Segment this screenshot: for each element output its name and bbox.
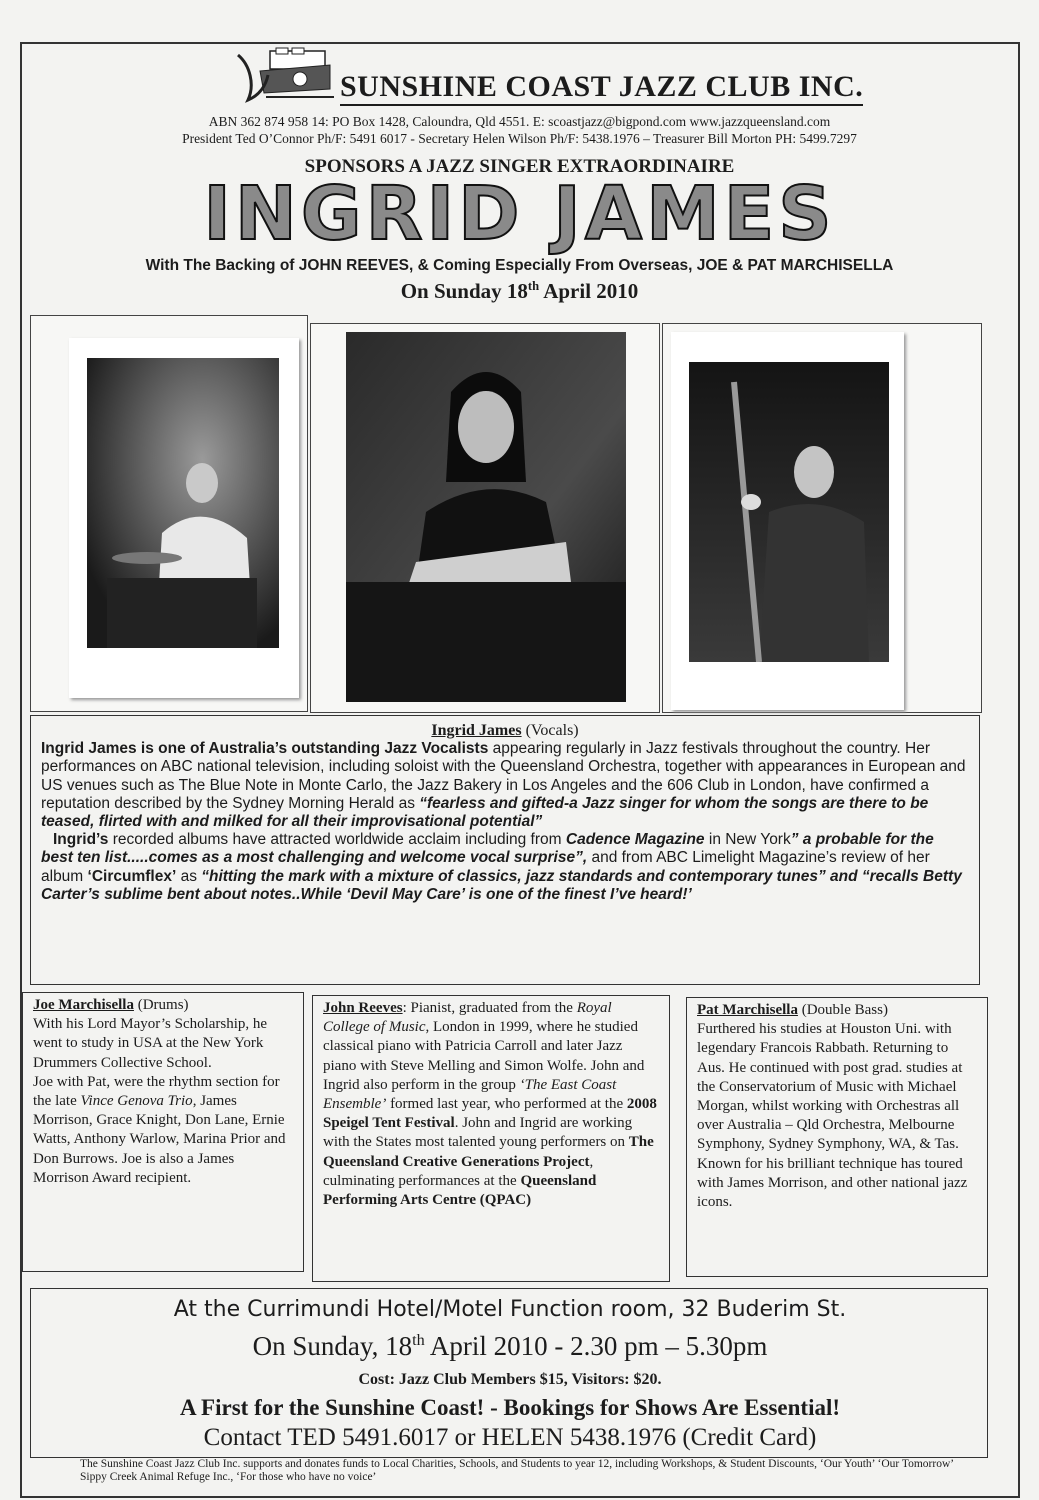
bio-john-name: John Reeves [323, 1000, 403, 1016]
photo-frame-center [310, 323, 660, 713]
contact-line-2: President Ted O’Connor Ph/F: 5491 6017 - Secretary Helen Wilson Ph/F: 5438.1976 – Treasurer Bill Morton PH: 5499.7297 [182, 131, 857, 146]
bio-ingrid-paragraph-2 [41, 831, 969, 904]
photo-frame-left [30, 315, 308, 712]
bio-pat [686, 997, 988, 1277]
bio-john-text4: . John and Ingrid are working with the States most talented young performers on [323, 1115, 633, 1151]
backing-line: With The Backing of JOHN REEVES, & Coming Especially From Overseas, JOE & PAT MARCHISELLA [145, 257, 894, 274]
event-venue: At the Currimundi Hotel/Motel Function room, 32 Buderim St. [173, 1297, 847, 1322]
bio-ingrid-p2-cadence: Cadence Magazine [565, 831, 705, 849]
bio-ingrid-p1-bold: Ingrid James is one of Australia’s outstanding Jazz Vocalists [41, 740, 489, 758]
bio-joe-text-2b: , James Morrison, Grace Knight, Don Lane, Ernie Watts, Anthony Warlow, Marina Prior and Don Burrows. Joe is also a James Morrison Award recipient. [33, 1093, 286, 1186]
bio-joe-title [33, 996, 293, 1015]
bio-john-text5: , culminating performances at the [323, 1153, 594, 1189]
date-prefix: On Sunday 18 [400, 279, 528, 303]
event-when-prefix: On Sunday, 18 [252, 1331, 413, 1361]
bio-john-bold2: The Queensland Creative Generations Project [323, 1134, 654, 1170]
bio-ingrid-p2-quote1: ” a probable for the best ten list.....comes as a most challenging and welcome vocal surprise”, [41, 831, 934, 867]
event-contact: Contact TED 5491.6017 or HELEN 5438.1976 (Credit Card) [203, 1424, 817, 1451]
bio-john-bold3: Queensland Performing Arts Centre (QPAC) [323, 1172, 597, 1209]
photo-frame-right [662, 323, 982, 713]
bio-pat-text: Furthered his studies at Houston Uni. with legendary Francois Rabbath. Returning to Aus. He continued with post grad. studies at the Conservatorium of Music with Michael Morgan, whilst working with Orchestras all over Australia – Qld Orchestra, Melbourne Symphony, Sydney Symphony, WA, & Tas. Known for his brilliant technique has toured with James Morrison, and other national jazz icons. [697, 1021, 968, 1211]
bio-ingrid-p2-album: ‘Circumflex’ [87, 867, 177, 885]
event-when-suffix: April 2010 - 2.30 pm – 5.30pm [424, 1331, 768, 1361]
bio-john-text3: formed last year, who performed at the [386, 1096, 627, 1113]
event-when-sup: th [412, 1331, 425, 1349]
bio-ingrid-p2-text4: as [176, 867, 202, 885]
bio-ingrid-p1-quote: “fearless and gifted-a Jazz singer for whom the songs are there to be teased, flirted with and milked for all their improvisational potential” [41, 794, 929, 831]
date-suffix: April 2010 [539, 279, 639, 303]
footer-note: The Sunshine Coast Jazz Club Inc. supports and donates funds to Local Charities, Schools, and Students to year 12, including Workshops, & Student Discounts, ‘Our Youth’ ‘Our Tomorrow’ Sippy Creek Animal Refuge Inc., ‘For those who have no voice’ [80, 1458, 954, 1483]
bio-john-italic1: Royal College of Music [323, 1000, 612, 1036]
bio-pat-role: (Double Bass) [797, 1002, 888, 1018]
bio-john-text1: : Pianist, graduated from the [402, 1000, 577, 1016]
photo-card-left [69, 338, 299, 698]
bio-ingrid-p2-bold: Ingrid’s [53, 831, 109, 849]
sponsors-line: SPONSORS A JAZZ SINGER EXTRAORDINAIRE [304, 156, 735, 177]
date-line [0, 279, 1039, 304]
event-first: A First for the Sunshine Coast! - Bookings for Shows Are Essential! [179, 1395, 841, 1420]
event-when [31, 1331, 989, 1362]
bio-john-text [323, 999, 659, 1210]
bio-joe-text-2a: Joe with Pat, were the rhythm section for the late [33, 1073, 280, 1110]
bio-joe-role: (Drums) [133, 997, 189, 1013]
bio-ingrid-name: Ingrid James [431, 722, 522, 739]
event-details [30, 1288, 988, 1458]
bio-john-bold1: 2008 Speigel Tent Festival [323, 1096, 657, 1132]
drummer-photo [87, 358, 279, 648]
ingrid-photo [346, 332, 626, 702]
bio-ingrid-p2-text2: in New York [704, 831, 791, 849]
club-name: SUNSHINE COAST JAZZ CLUB INC. [340, 72, 863, 106]
bio-ingrid [30, 715, 980, 985]
bio-ingrid-p1-text: appearing regularly in Jazz festivals throughout the country. Her performances on ABC national television, including soloist with the Queensland Orchestra, together with appearances in European and US venues such as The Blue Note in Monte Carlo, the Jazz Bakery in Los Angeles and the 606 Club in London, have confirmed a reputation described by the Sydney Morning Herald as [41, 740, 966, 812]
bio-pat-title [697, 1001, 977, 1020]
bio-ingrid-p2-text3: and from ABC Limelight Magazine’s review of her album [41, 849, 930, 885]
bio-ingrid-paragraph-1 [41, 740, 969, 831]
bio-joe-text-2 [33, 1073, 293, 1188]
jazz-logo-icon [230, 45, 340, 105]
date-sup: th [527, 279, 540, 293]
bio-joe [22, 992, 304, 1272]
bio-joe-text-2-italic: Vince Genova Trio [80, 1093, 193, 1110]
bio-pat-name: Pat Marchisella [697, 1002, 798, 1018]
bio-john-italic2: ‘The East Coast Ensemble’ [323, 1076, 617, 1113]
bassist-photo [689, 362, 889, 662]
contact-line-1: ABN 362 874 958 14: PO Box 1428, Caloundra, Qld 4551. E: scoastjazz@bigpond.com www.jazzqueensland.com [208, 114, 831, 129]
photo-card-right [671, 332, 904, 710]
headline: INGRID JAMES [203, 171, 836, 257]
event-cost: Cost: Jazz Club Members $15, Visitors: $20. [358, 1371, 662, 1388]
bio-ingrid-p2-quote2: “hitting the mark with a mixture of classics, jazz standards and contemporary tunes” and “recalls Betty Carter’s sublime bent about notes..While ‘Devil May Care’ is one of the finest I’ve heard!’ [41, 867, 962, 903]
bio-ingrid-title [41, 722, 969, 740]
bio-joe-text-1: With his Lord Mayor’s Scholarship, he went to study in USA at the New York Drummers Collective School. [33, 1016, 268, 1071]
bio-john [312, 995, 670, 1282]
bio-ingrid-role: (Vocals) [521, 722, 579, 739]
bio-joe-name: Joe Marchisella [33, 997, 134, 1013]
bio-ingrid-p2-text1: recorded albums have attracted worldwide acclaim including from [108, 831, 566, 849]
bio-john-text2: , London in 1999, where he studied classical piano with Patricia Carroll and later Jazz piano with Steve Melling and Simon Wolfe. John and Ingrid also perform in the group [323, 1019, 645, 1093]
